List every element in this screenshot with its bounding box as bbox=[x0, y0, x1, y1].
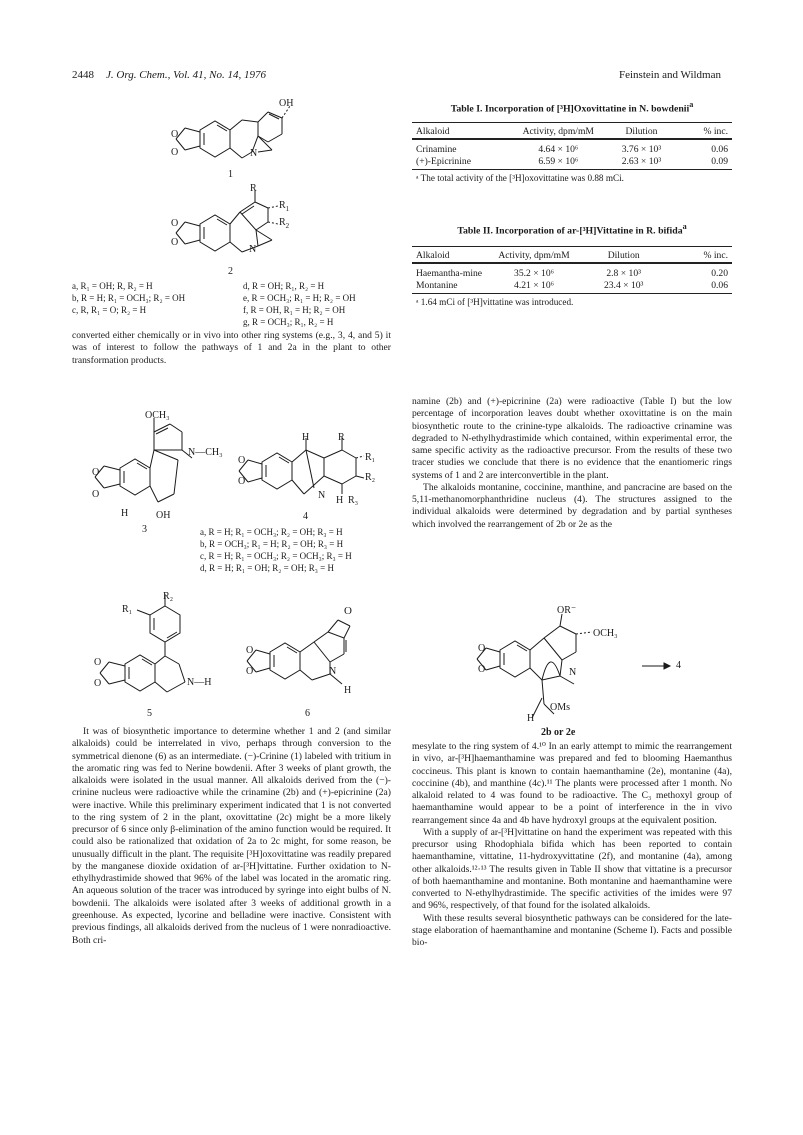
table-1-col-header: Alkaloid bbox=[416, 125, 450, 137]
s2-o-label: O bbox=[171, 218, 179, 229]
left-paragraph-2: It was of biosynthetic importance to determine whether 1 and 2 (and similar alkaloids) could be interrelated in vivo, perhaps through conversion to the symmetrical dienone (6) as an intermediate. (−)-Crinine (1) labeled with tritium in the aromatic ring was fed to Nerine bowdenii. After 3 weeks of plant growth, the alkaloids were isolated in the usual manner. All alkaloids derived from the (−)-crinine nucleus were radioactive while the crinamine (2b) and (+)-epicrinine (2a) were inactive. While this preliminary experiment indicated that 1 is not converted to the ring system of 2 in the plant, oxovittatine (2c) might be a more likely precursor of 6 since only β-elimination of the amino function would be required. It could also be rationalized that oxidation of 2a to 2c might, for some reason, be unusually difficult in the plant. The requisite [³H]oxovittatine was readily prepared by the manganese dioxide oxidation of ar-[³H]vittatine. Further oxidation to N-ethylhydrastimide showed that 96% of the label was located in the aromatic ring. An aqueous solution of the tracer was introduced by syringe into eight bulbs of N. bowdenii. The alkaloids were isolated after 3 weeks of additional growth in a greenhouse. As expected, lycorine and belladine were inactive. Consistent with previous findings, all alkaloids derived from the nucleus of 1 were nonradioactive. Both cri- bbox=[72, 726, 391, 946]
table-2-footnote: ᵃ 1.64 mCi of [³H]vittatine was introduced. bbox=[416, 296, 574, 307]
s6-o-label: O bbox=[246, 666, 254, 677]
s6-h-label: H bbox=[344, 685, 352, 696]
s4-r-label: R bbox=[338, 432, 345, 443]
s2-compound-number: 2 bbox=[228, 266, 233, 277]
s4-legend-d: d, R = H; R₁ = OH; R₂ = OH; R₃ = H bbox=[200, 563, 334, 573]
s2-r-label: R bbox=[250, 183, 257, 194]
scheme-oms-label: OMs bbox=[550, 702, 571, 713]
table-1-col-header: Activity, dpm/mM bbox=[522, 125, 594, 137]
s4-legend-b: b, R = OCH₃; R₁ = H; R₂ = OH; R₃ = H bbox=[200, 539, 344, 549]
scheme-caption: 2b or 2e bbox=[541, 727, 576, 738]
table-1-title: Table I. Incorporation of [³H]Oxovittatine in N. bowdenii$^a$ bbox=[450, 100, 694, 115]
s4-h-top-label: H bbox=[302, 432, 310, 443]
s3-nch3-label: N—CH₃ bbox=[188, 447, 223, 458]
table-1-cell: Crinamine bbox=[416, 144, 457, 156]
scheme-och3-label: OCH₃ bbox=[593, 628, 618, 639]
right-paragraph-2: The alkaloids montanine, coccinine, manthine, and pancracine are based on the 5,11-methanomorphanthridine nucleus (4). The structures assigned to the individual alkaloids were determined by degradation and by partial syntheses which involved the rearrangement of 2b or 2e as the bbox=[412, 481, 732, 530]
right-paragraphs-top bbox=[412, 396, 732, 531]
table-2-col-header: Activity, dpm/mM bbox=[498, 249, 570, 261]
table-2-cell: Montanine bbox=[416, 280, 458, 292]
s2-n-label: N bbox=[249, 244, 257, 255]
s1-n-label: N bbox=[250, 148, 258, 159]
structure-6 bbox=[242, 612, 382, 712]
s2-legend-b: b, R = H; R₁ = OCH₃; R₂ = OH bbox=[72, 293, 186, 303]
s3-oh-label: OH bbox=[156, 510, 171, 521]
scheme-product-label: 4 bbox=[676, 660, 681, 671]
s2-legend-g: g, R = OCH₃; R₁, R₂ = H bbox=[243, 317, 334, 327]
table-1-col-header: % inc. bbox=[703, 125, 728, 137]
table-2-col-header: Dilution bbox=[607, 249, 640, 261]
s4-o-label: O bbox=[238, 476, 246, 487]
s6-compound-number: 6 bbox=[305, 708, 310, 719]
s4-h-bottom-label: H bbox=[336, 495, 344, 506]
right-paragraph-5: With these results several biosynthetic pathways can be considered for the late-stage elaboration of haemanthamine and montanine (Scheme I). Facts and possible bio- bbox=[412, 912, 732, 949]
table-2-cell: 0.20 bbox=[711, 268, 728, 280]
structure-5 bbox=[85, 592, 225, 712]
table-1-col-header: Dilution bbox=[625, 125, 658, 137]
s2-legend-d: d, R = OH; R₁, R₂ = H bbox=[243, 281, 325, 291]
table-1-grid bbox=[412, 122, 732, 185]
s6-n-label: N bbox=[329, 666, 337, 677]
table-1-cell: 0.06 bbox=[711, 144, 728, 156]
scheme-h-label: H bbox=[527, 713, 535, 724]
s5-o-label: O bbox=[94, 678, 102, 689]
table-1-cell: 3.76 × 10³ bbox=[621, 144, 662, 156]
scheme-o-label: O bbox=[478, 643, 486, 654]
s4-legend-a: a, R = H; R₁ = OCH₃; R₂ = OH; R₃ = H bbox=[200, 527, 343, 537]
scheme-n-label: N bbox=[569, 667, 577, 678]
s2-legend-f: f, R = OH, R₁ = H; R₂ = OH bbox=[243, 305, 346, 315]
table-2 bbox=[412, 222, 732, 308]
table-2-col-header: Alkaloid bbox=[416, 249, 450, 261]
journal-citation: J. Org. Chem., Vol. 41, No. 14, 1976 bbox=[106, 69, 267, 81]
table-2-col-header: % inc. bbox=[703, 249, 728, 261]
s5-nh-label: N—H bbox=[187, 677, 212, 688]
table-2-cell: 35.2 × 10⁶ bbox=[514, 268, 554, 280]
s6-o-label: O bbox=[246, 645, 254, 656]
table-1-cell: (+)-Epicrinine bbox=[416, 156, 471, 168]
s3-o-label: O bbox=[92, 489, 100, 500]
scheme-o-label: O bbox=[478, 664, 486, 675]
table-1 bbox=[412, 100, 732, 184]
s3-o-label: O bbox=[92, 467, 100, 478]
s5-o-label: O bbox=[94, 657, 102, 668]
page-number: 2448 bbox=[72, 69, 94, 81]
right-paragraph-4: With a supply of ar-[³H]vittatine on hand the experiment was repeated with this precursor using Rhodophiala bifida which has been reported to contain haemanthamine, vittatine, 11-hydroxyvittatine (2f), and montanine (4a), among other alkaloids.¹²·¹³ The results given in Table II show that vittatine is a precursor of both haemanthamine and montanine. Both montanine and haemanthamine were converted to N-ethylhydrastimide. The specific activities of the imides were 97 and 96%, respectively, of that found for the isolated alkaloids. bbox=[412, 826, 732, 912]
right-paragraph-1: namine (2b) and (+)-epicrinine (2a) were radioactive (Table I) but the low percentage of incorporation leaves doubt whether oxovittatine is on the main biosynthetic route to the crinine-type alkaloids. The radioactive crinamine was degraded to N-ethylhydrastimide which contained, within experimental error, the same specific activity as the radioactive precursor. From the results of these two tracer studies we conclude that there is no evidence that the enantiomeric rings systems of 1 and 2 are interconvertible in the plant. bbox=[412, 396, 732, 481]
s4-r1-label: R₁ bbox=[365, 452, 376, 463]
scheme-or-label: OR⁻ bbox=[557, 605, 577, 616]
s4-r2-label: R₂ bbox=[365, 472, 376, 483]
s5-compound-number: 5 bbox=[147, 708, 152, 719]
s4-compound-number: 4 bbox=[303, 511, 308, 522]
s1-o-label: O bbox=[171, 129, 179, 140]
s3-compound-number: 3 bbox=[142, 524, 147, 535]
s1-compound-number: 1 bbox=[228, 169, 233, 180]
s4-n-label: N bbox=[318, 490, 326, 501]
table-1-footnote: ᵃ The total activity of the [³H]oxovittatine was 0.88 mCi. bbox=[416, 172, 624, 183]
table-2-cell: Haemantha-mine bbox=[416, 268, 483, 280]
left-paragraph-1: converted either chemically or in vivo into other ring systems (e.g., 3, 4, and 5) it was of interest to follow the pathways of 1 and 2a in the plant to other transformation products. bbox=[72, 330, 391, 366]
s2-o-label: O bbox=[171, 237, 179, 248]
s1-o-label: O bbox=[171, 147, 179, 158]
s3-och3-label: OCH₃ bbox=[145, 410, 170, 421]
rearrangement-scheme bbox=[470, 606, 730, 736]
structure-3 bbox=[82, 410, 222, 520]
s6-o-carbonyl-label: O bbox=[344, 605, 352, 617]
s4-legend-c: c, R = H; R₁ = OCH₃; R₂ = OCH₃; R₃ = H bbox=[200, 551, 352, 561]
table-2-cell: 2.8 × 10³ bbox=[606, 268, 642, 280]
s1-oh-label: OH bbox=[279, 98, 294, 109]
s5-r2-label: R₂ bbox=[163, 591, 174, 602]
table-1-cell: 6.59 × 10⁶ bbox=[538, 156, 579, 168]
table-2-cell: 23.4 × 10³ bbox=[603, 280, 644, 292]
s2-legend-c: c, R, R₁ = O; R₂ = H bbox=[72, 305, 147, 315]
s2-r2-label: $R_2$ bbox=[279, 217, 290, 230]
s2-legend-e: e, R = OCH₃; R₁ = H; R₂ = OH bbox=[243, 293, 356, 303]
table-1-cell: 4.64 × 10⁶ bbox=[538, 144, 579, 156]
s2-legend-a: a, R₁ = OH; R, R₂ = H bbox=[72, 281, 153, 291]
table-1-cell: 2.63 × 10³ bbox=[621, 156, 662, 168]
s4-r3-label: R₃ bbox=[348, 495, 359, 506]
s3-h-label: H bbox=[121, 508, 129, 519]
right-paragraphs-bottom bbox=[412, 741, 732, 950]
table-2-grid bbox=[412, 246, 732, 309]
s5-r1-label: R₁ bbox=[122, 604, 133, 615]
right-paragraph-3: mesylate to the ring system of 4.¹⁰ In an early attempt to mimic the rearrangement in vivo, ar-[³H]haemanthamine was prepared and fed to blooming Haemanthus coccineus. This plant is known to contain haemanthamine (2e), montanine (4a), coccinine (4b), and manthine (4c).¹¹ The plants were processed after 1 month. No alkaloid related to 4 was found to be radioactive. The C₃ methoxyl group of haemanthamine would appear to be a point of interference in the in vivo rearrangement since 4a and 4b have hydroxyl groups at the equivalent position. bbox=[412, 741, 732, 826]
running-head-authors: Feinstein and Wildman bbox=[618, 69, 721, 81]
table-1-cell: 0.09 bbox=[711, 156, 728, 168]
table-2-cell: 4.21 × 10⁶ bbox=[514, 280, 554, 292]
s2-r1-label: $R_1$ bbox=[279, 200, 290, 213]
table-2-cell: 0.06 bbox=[711, 280, 728, 292]
table-2-title: Table II. Incorporation of ar-[³H]Vittatine in R. bifida$^a$ bbox=[457, 222, 687, 237]
s4-o-label: O bbox=[238, 455, 246, 466]
